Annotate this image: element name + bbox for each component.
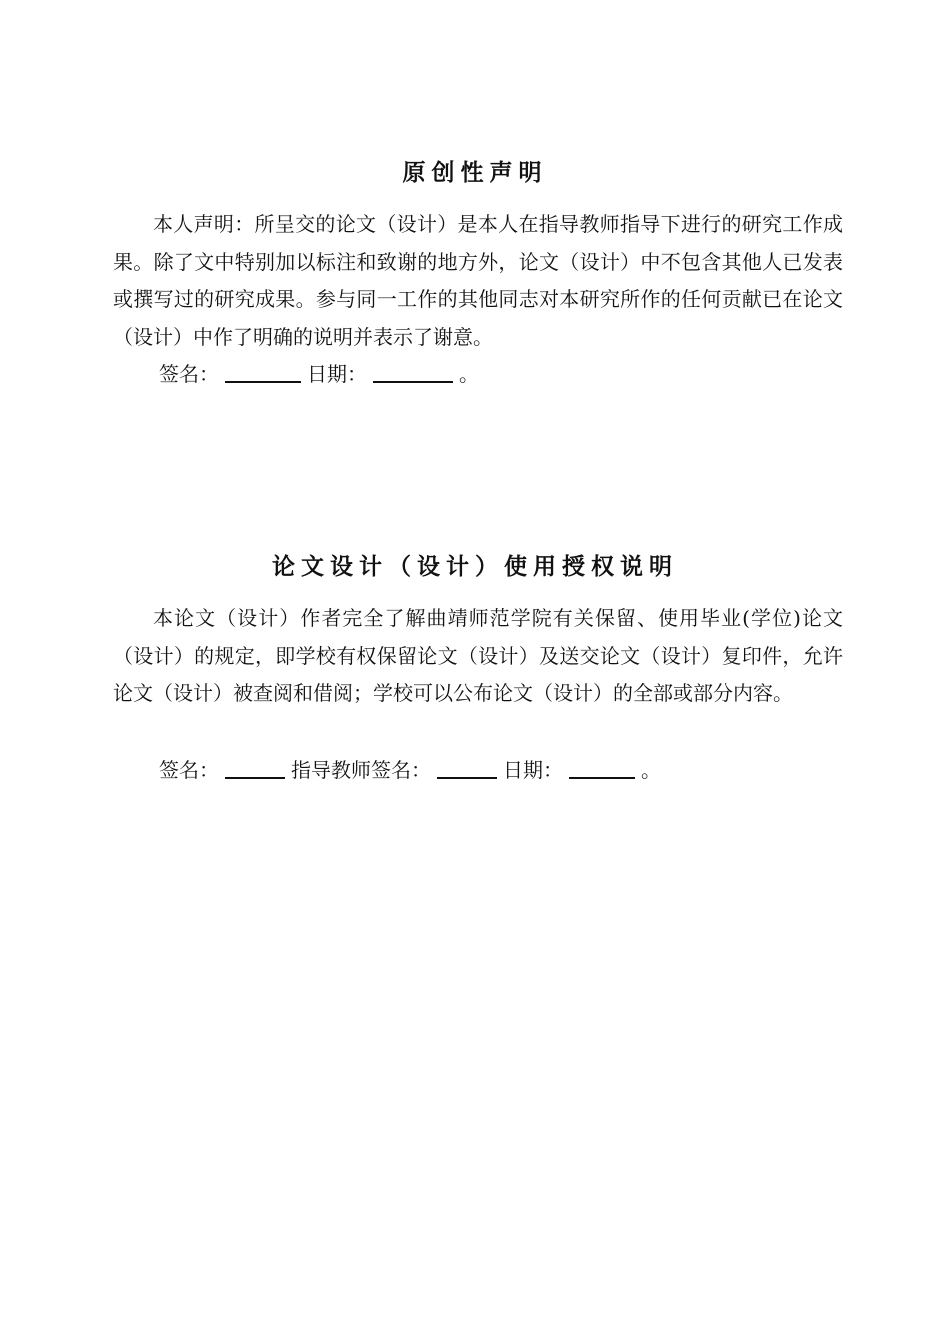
date-blank <box>569 757 635 779</box>
date-label: 日期： <box>503 758 563 782</box>
signature-blank <box>225 361 301 383</box>
authorization-signature-line <box>159 755 661 785</box>
signature-label: 签名： <box>159 758 219 782</box>
signature-blank <box>225 757 285 779</box>
declaration-signature-line <box>159 359 479 389</box>
advisor-signature-label: 指导教师签名： <box>291 758 431 782</box>
advisor-signature-blank <box>437 757 497 779</box>
end-mark: 。 <box>459 362 479 386</box>
end-mark: 。 <box>641 758 661 782</box>
signature-label: 签名： <box>159 362 219 386</box>
date-label: 日期： <box>307 362 367 386</box>
date-blank <box>373 361 453 383</box>
authorization-title: 论文设计（设计）使用授权说明 <box>272 553 678 580</box>
declaration-body: 本人声明：所呈交的论文（设计）是本人在指导教师指导下进行的研究工作成果。除了文中特别加以标注和致谢的地方外，论文（设计）中不包含其他人已发表或撰写过的研究成果。参与同一工作的其他同志对本研究所作的任何贡献已在论文（设计）中作了明确的说明并表示了谢意。 <box>113 212 843 349</box>
authorization-body: 本论文（设计）作者完全了解曲靖师范学院有关保留、使用毕业(学位)论文（设计）的规定，即学校有权保留论文（设计）及送交论文（设计）复印件，允许论文（设计）被查阅和借阅；学校可以公布论文（设计）的全部或部分内容。 <box>113 606 843 705</box>
declaration-title: 原创性声明 <box>402 159 548 186</box>
